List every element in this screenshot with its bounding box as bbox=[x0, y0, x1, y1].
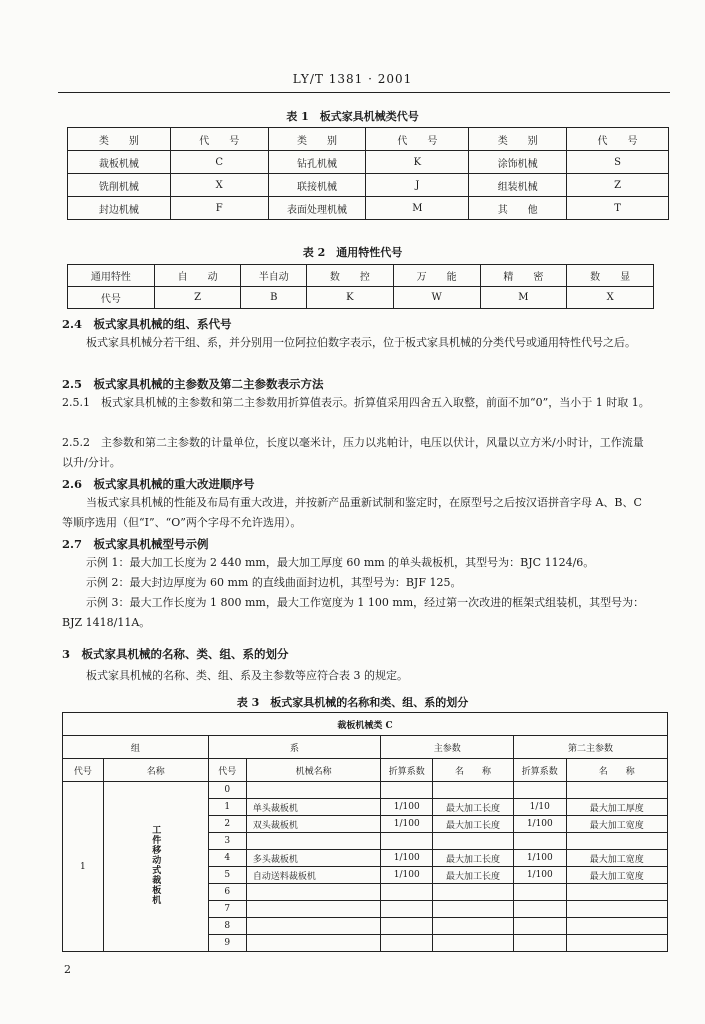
table3-cell: 1/10 bbox=[514, 799, 567, 816]
section-2-5-1-text: 2.5.1 板式家具机械的主参数和第二主参数用折算值表示。折算值采用四舍五入取整，前面不加“0”，当小于 1 时取 1。 bbox=[62, 396, 650, 409]
table1-cell: J bbox=[366, 174, 469, 197]
table3-cell bbox=[381, 833, 433, 850]
table3-cell bbox=[514, 901, 567, 918]
table1-cell: 封边机械 bbox=[68, 197, 171, 220]
table3-cell: 1/100 bbox=[381, 850, 433, 867]
table1-cell: 联接机械 bbox=[268, 174, 366, 197]
example-3: 示例 3：最大工作长度为 1 800 mm，最大工作宽度为 1 100 mm，经过第一次改进的框架式组装机，其型号为：BJZ 1418/11A。 bbox=[62, 596, 645, 629]
table3-cell: 最大加工长度 bbox=[433, 816, 514, 833]
table3-cell bbox=[246, 884, 381, 901]
table3-cell bbox=[514, 782, 567, 799]
table2-cell: 代号 bbox=[68, 287, 155, 309]
table1-cell: T bbox=[567, 197, 669, 220]
table3-cell bbox=[566, 833, 667, 850]
table1-cell: 组装机械 bbox=[469, 174, 567, 197]
table1-cell: Z bbox=[567, 174, 669, 197]
table3-cell bbox=[433, 833, 514, 850]
table1-cell: 涂饰机械 bbox=[469, 151, 567, 174]
table2 bbox=[67, 264, 654, 309]
table3-cell: 4 bbox=[208, 850, 246, 867]
table3-subheader: 名称 bbox=[103, 759, 208, 782]
table1-cell: M bbox=[366, 197, 469, 220]
table2-cell: 万 能 bbox=[393, 265, 480, 287]
example-1: 示例 1：最大加工长度为 2 440 mm，最大加工厚度 60 mm 的单头裁板机，其型号为：BJC 1124/6。 bbox=[86, 556, 595, 569]
table3-cell bbox=[514, 833, 567, 850]
table3-subheader: 折算系数 bbox=[514, 759, 567, 782]
page-number: 2 bbox=[64, 963, 71, 976]
table3-group-name-cell bbox=[103, 782, 208, 952]
section-2-6-text: 当板式家具机械的性能及布局有重大改进，并按新产品重新试制和鉴定时，在原型号之后按汉语拼音字母 A、B、C 等顺序选用（但“I”、“O”两个字母不允许选用）。 bbox=[62, 496, 642, 529]
table3-cell bbox=[381, 901, 433, 918]
table3-cell bbox=[246, 935, 381, 952]
table1-cell: 钻孔机械 bbox=[268, 151, 366, 174]
table3-group-header: 组 bbox=[63, 736, 209, 759]
table2-cell: 半自动 bbox=[241, 265, 307, 287]
section-2-4-text: 板式家具机械分若干组、系，并分别用一位阿拉伯数字表示，位于板式家具机械的分类代号或通用特性代号之后。 bbox=[86, 336, 636, 349]
table2-cell: K bbox=[307, 287, 394, 309]
table1-cell: X bbox=[170, 174, 268, 197]
table-row bbox=[68, 197, 669, 220]
table-row bbox=[63, 759, 668, 782]
table3-cell: 最大加工长度 bbox=[433, 850, 514, 867]
table3-cell: 1/100 bbox=[381, 799, 433, 816]
table3 bbox=[62, 712, 668, 952]
table3-cell: 5 bbox=[208, 867, 246, 884]
table-row bbox=[68, 151, 669, 174]
table3-cell: 3 bbox=[208, 833, 246, 850]
table3-series-header: 系 bbox=[208, 736, 381, 759]
table3-cell bbox=[514, 935, 567, 952]
table1-header: 类 别 bbox=[68, 128, 171, 151]
section-3-title: 3 板式家具机械的名称、类、组、系的划分 bbox=[62, 647, 289, 661]
example-2: 示例 2：最大封边厚度为 60 mm 的直线曲面封边机，其型号为：BJF 125。 bbox=[86, 576, 462, 589]
table3-cell: 1/100 bbox=[381, 816, 433, 833]
table2-cell: B bbox=[241, 287, 307, 309]
table3-cell bbox=[381, 935, 433, 952]
table3-class-title: 裁板机械类 C bbox=[63, 713, 668, 736]
section-2-5-2-text: 2.5.2 主参数和第二主参数的计量单位，长度以毫米计，压力以兆帕计，电压以伏计，风量以立方米/小时计，工作流量以升/分计。 bbox=[62, 436, 644, 469]
table3-cell: 1 bbox=[208, 799, 246, 816]
table3-subheader: 折算系数 bbox=[381, 759, 433, 782]
table3-subheader: 名 称 bbox=[433, 759, 514, 782]
table3-cell: 1/100 bbox=[381, 867, 433, 884]
table1-header: 代 号 bbox=[567, 128, 669, 151]
section-2-4-title: 2.4 板式家具机械的组、系代号 bbox=[62, 317, 232, 331]
table1-header-row bbox=[68, 128, 669, 151]
page-header: LY/T 1381 · 2001 bbox=[292, 72, 413, 86]
section-2-5-title: 2.5 板式家具机械的主参数及第二主参数表示方法 bbox=[62, 377, 324, 391]
table3-cell bbox=[433, 918, 514, 935]
table-row bbox=[63, 713, 668, 736]
table3-cell bbox=[566, 884, 667, 901]
table2-cell: 数 控 bbox=[307, 265, 394, 287]
table3-main-param-header: 主参数 bbox=[381, 736, 514, 759]
table3-cell bbox=[433, 901, 514, 918]
table3-cell: 最大加工厚度 bbox=[566, 799, 667, 816]
table3-cell bbox=[381, 918, 433, 935]
table1-header: 类 别 bbox=[469, 128, 567, 151]
table3-cell bbox=[566, 935, 667, 952]
table3-cell: 1/100 bbox=[514, 867, 567, 884]
table2-cell: X bbox=[567, 287, 654, 309]
table1-caption: 表 1 板式家具机械类代号 bbox=[286, 110, 419, 123]
table3-cell bbox=[566, 782, 667, 799]
table3-group-code: 1 bbox=[63, 782, 104, 952]
section-2-7-title: 2.7 板式家具机械型号示例 bbox=[62, 537, 209, 551]
table1-cell: 表面处理机械 bbox=[268, 197, 366, 220]
table3-cell bbox=[381, 782, 433, 799]
table3-cell: 1/100 bbox=[514, 850, 567, 867]
table3-cell bbox=[246, 833, 381, 850]
table1-header: 类 别 bbox=[268, 128, 366, 151]
table2-caption: 表 2 通用特性代号 bbox=[302, 246, 403, 259]
table3-cell bbox=[246, 918, 381, 935]
table2-cell: 自 动 bbox=[154, 265, 241, 287]
table3-cell bbox=[514, 918, 567, 935]
table-row bbox=[63, 736, 668, 759]
table3-cell bbox=[381, 884, 433, 901]
table1-cell: 裁板机械 bbox=[68, 151, 171, 174]
table1-header: 代 号 bbox=[170, 128, 268, 151]
table-row bbox=[68, 174, 669, 197]
table3-cell bbox=[246, 782, 381, 799]
table1-header: 代 号 bbox=[366, 128, 469, 151]
table1 bbox=[67, 127, 669, 220]
table3-cell: 单头裁板机 bbox=[246, 799, 381, 816]
table3-caption: 表 3 板式家具机械的名称和类、组、系的划分 bbox=[236, 696, 469, 709]
table3-cell: 最大加工宽度 bbox=[566, 867, 667, 884]
table3-subheader: 代号 bbox=[63, 759, 104, 782]
table3-second-param-header: 第二主参数 bbox=[514, 736, 668, 759]
table1-cell: C bbox=[170, 151, 268, 174]
table3-cell: 最大加工长度 bbox=[433, 867, 514, 884]
table-row bbox=[63, 782, 668, 799]
table3-cell bbox=[566, 918, 667, 935]
table1-cell: F bbox=[170, 197, 268, 220]
table1-cell: 其 他 bbox=[469, 197, 567, 220]
table3-subheader: 代号 bbox=[208, 759, 246, 782]
table3-cell: 2 bbox=[208, 816, 246, 833]
table3-cell: 9 bbox=[208, 935, 246, 952]
table2-cell: M bbox=[480, 287, 567, 309]
table3-cell: 最大加工长度 bbox=[433, 799, 514, 816]
table3-cell: 1/100 bbox=[514, 816, 567, 833]
table3-subheader: 机械名称 bbox=[246, 759, 381, 782]
table3-subheader: 名 称 bbox=[566, 759, 667, 782]
table2-cell: 数 显 bbox=[567, 265, 654, 287]
table2-cell: 精 密 bbox=[480, 265, 567, 287]
table2-cell: 通用特性 bbox=[68, 265, 155, 287]
table2-cell: Z bbox=[154, 287, 241, 309]
table3-cell: 双头裁板机 bbox=[246, 816, 381, 833]
table3-cell bbox=[433, 782, 514, 799]
table3-cell bbox=[514, 884, 567, 901]
table3-cell: 最大加工宽度 bbox=[566, 850, 667, 867]
table3-cell: 0 bbox=[208, 782, 246, 799]
header-rule bbox=[58, 92, 670, 93]
table-row bbox=[68, 265, 654, 287]
table1-cell: K bbox=[366, 151, 469, 174]
table3-cell: 最大加工宽度 bbox=[566, 816, 667, 833]
table3-cell: 多头裁板机 bbox=[246, 850, 381, 867]
table3-cell: 7 bbox=[208, 901, 246, 918]
table3-cell bbox=[566, 901, 667, 918]
section-2-6-title: 2.6 板式家具机械的重大改进顺序号 bbox=[62, 477, 255, 491]
table-row bbox=[68, 287, 654, 309]
table2-cell: W bbox=[393, 287, 480, 309]
table3-cell: 8 bbox=[208, 918, 246, 935]
table3-cell bbox=[433, 884, 514, 901]
table1-cell: S bbox=[567, 151, 669, 174]
table3-cell bbox=[433, 935, 514, 952]
table3-cell: 自动送料裁板机 bbox=[246, 867, 381, 884]
table1-cell: 铣削机械 bbox=[68, 174, 171, 197]
section-3-text: 板式家具机械的名称、类、组、系及主参数等应符合表 3 的规定。 bbox=[86, 669, 408, 682]
table3-cell bbox=[246, 901, 381, 918]
table3-cell: 6 bbox=[208, 884, 246, 901]
table3-group-name: 工件移动式裁板机 bbox=[150, 825, 161, 905]
